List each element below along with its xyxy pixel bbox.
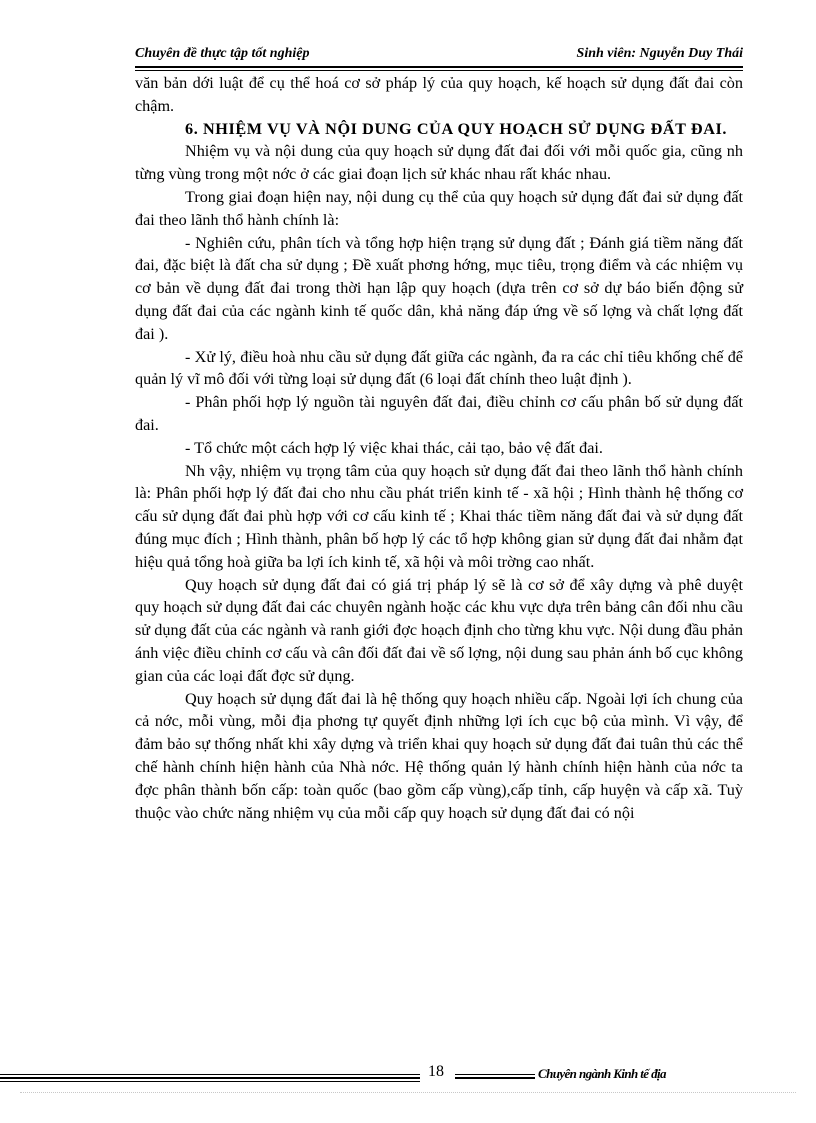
page-edge-dotted-line xyxy=(20,1092,796,1093)
page-footer xyxy=(0,1062,816,1092)
header-document-type: Chuyên đề thực tập tốt nghiệp xyxy=(135,46,310,61)
page-header xyxy=(135,44,743,68)
paragraph: Trong giai đoạn hiện nay, nội dung cụ thể của quy hoạch sử dụng đất đai sử dụng đất đai theo lãnh thổ hành chính là: xyxy=(135,187,743,229)
footer-rule xyxy=(0,1074,420,1075)
header-rule-thin xyxy=(135,70,743,71)
bullet-paragraph: - Xử lý, điều hoà nhu cầu sử dụng đất giữa các ngành, đa ra các chỉ tiêu khống chế để quản lý vĩ mô đối với từng loại sử dụng đất (6 loại đất chính theo luật định ). xyxy=(135,347,743,389)
bullet-paragraph: - Phân phối hợp lý nguồn tài nguyên đất đai, điều chỉnh cơ cấu phân bố sử dụng đất đai. xyxy=(135,393,743,434)
paragraph: Quy hoạch sử dụng đất đai có giá trị pháp lý sẽ là cơ sở để xây dựng và phê duyệt quy hoạch sử dụng đất đai các chuyên ngành hoặc các khu vực dựa trên bảng cân đối nhu cầu sử dụng đất của các ngành và ranh giới đợc hoạch định cho từng khu vực. Nội dung đầu phản ánh việc điều chỉnh cơ cấu và cân đối đất đai về số lợng, nội dung sau phản ánh bố cục không gian của các loại đất đợc sử dụng. xyxy=(135,575,743,685)
footer-rule xyxy=(0,1077,420,1079)
bullet-paragraph: - Tổ chức một cách hợp lý việc khai thác, cải tạo, bảo vệ đất đai. xyxy=(185,438,603,457)
footer-rule xyxy=(0,1081,420,1082)
footer-rule xyxy=(455,1074,535,1075)
paragraph: Nhiệm vụ và nội dung của quy hoạch sử dụng đất đai đối với mỗi quốc gia, cũng nh từng vùng trong một nớc ở các giai đoạn lịch sử khác nhau rất khác nhau. xyxy=(135,142,743,184)
page-number: 18 xyxy=(428,1063,444,1080)
paragraph: Quy hoạch sử dụng đất đai là hệ thống quy hoạch nhiều cấp. Ngoài lợi ích chung của cả nớc, mỗi vùng, mỗi địa phơng tự quyết định những lợi ích cục bộ của mình. Vì vậy, để đảm bảo sự thống nhất khi xây dựng và triển khai quy hoạch sử dụng đất đai tuân thủ các thể chế hành chính hiện hành của Nhà nớc. Hệ thống quản lý hành chính hiện hành của nớc ta đợc phân thành bốn cấp: toàn quốc (bao gồm cấp vùng),cấp tỉnh, cấp huyện và cấp xã. Tuỳ thuộc vào chức năng nhiệm vụ của mỗi cấp quy hoạch sử dụng đất đai có nội xyxy=(135,689,743,822)
paragraph-continuation: văn bản dới luật để cụ thể hoá cơ sở pháp lý của quy hoạch, kế hoạch sử dụng đất đai còn chậm. xyxy=(135,74,743,115)
header-author: Sinh viên: Nguyễn Duy Thái xyxy=(576,46,743,61)
footer-rule xyxy=(455,1077,535,1079)
paragraph: Nh vậy, nhiệm vụ trọng tâm của quy hoạch sử dụng đất đai theo lãnh thổ hành chính là: Phân phối hợp lý đất đai cho nhu cầu phát triển kinh tế - xã hội ; Hình thành hệ thống cơ cấu sử dụng đất đai phù hợp với cơ cấu kinh tế ; Khai thác tiềm năng đất đai và sử dụng đất đúng mục đích ; Hình thành, phân bố hợp lý các tổ hợp không gian sử dụng đất đai nhằm đạt hiệu quả tổng hoà giữa ba lợi ích kinh tế, xã hội và môi trờng cao nhất. xyxy=(135,461,743,571)
footer-department: Chuyên ngành Kinh tế địa xyxy=(538,1066,666,1081)
header-rule-thick xyxy=(135,66,743,68)
body-text xyxy=(135,72,743,824)
bullet-paragraph: - Nghiên cứu, phân tích và tổng hợp hiện trạng sử dụng đất ; Đánh giá tiềm năng đất đai, đặc biệt là đất cha sử dụng ; Đề xuất phơng hớng, mục tiêu, trọng điểm và các nhiệm vụ cơ bản về dụng đất đai trong thời hạn lập quy hoạch (dựa trên cơ sở dự báo biến động sử dụng đất đai của các ngành kinh tế quốc dân, khả năng đáp ứng về số lợng và chất lợng đất đai ). xyxy=(135,233,743,343)
section-heading: 6. NHIỆM VỤ VÀ NỘI DUNG CỦA QUY HOẠCH SỬ DỤNG ĐẤT ĐAI. xyxy=(185,119,728,138)
